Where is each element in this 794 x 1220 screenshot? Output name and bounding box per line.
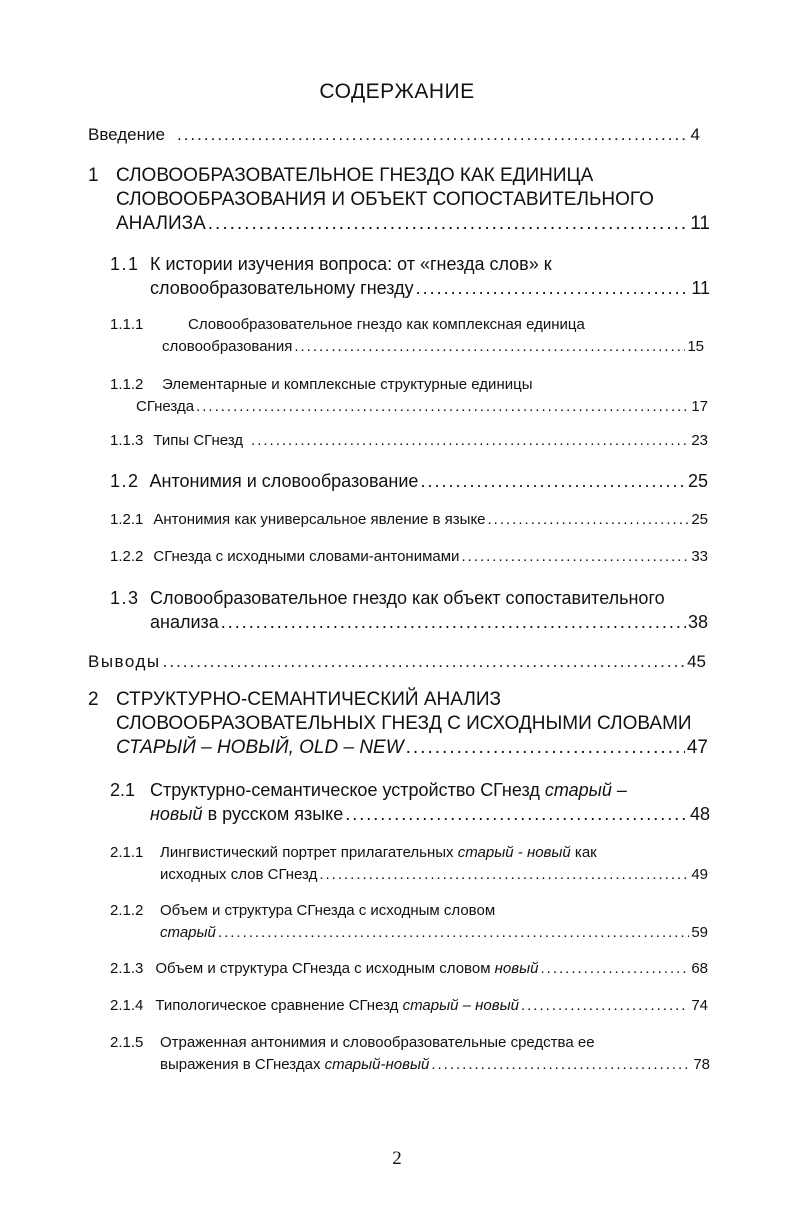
leader-dots <box>345 802 688 826</box>
page-ref: 74 <box>691 997 708 1014</box>
entry-title-italic: новый <box>494 960 539 977</box>
page-title: СОДЕРЖАНИЕ <box>319 80 475 103</box>
toc-entry-1-1-1 <box>110 314 704 358</box>
toc-entry-1-2-2 <box>110 546 708 568</box>
toc-entry-1-3 <box>110 586 708 634</box>
entry-title-line: АНАЛИЗА <box>116 213 206 234</box>
entry-number: 2.1 <box>110 780 136 800</box>
toc-entry-chapter-1 <box>88 164 710 236</box>
toc-entry-chapter-2 <box>88 688 708 760</box>
toc-entry-2-1 <box>110 778 710 826</box>
entry-title-line: К истории изучения вопроса: от «гнезда слов» к <box>150 254 552 274</box>
entry-number: 2.1.3 <box>110 960 144 977</box>
entry-title-line: СЛОВООБРАЗОВАТЕЛЬНЫХ ГНЕЗД С ИСХОДНЫМИ СЛОВАМИ <box>116 713 692 734</box>
entry-title-line: исходных слов СГнезд <box>160 866 318 883</box>
leader-dots <box>488 509 690 531</box>
entry-title-italic: старый <box>160 924 216 941</box>
entry-title-italic: старый - новый <box>457 844 571 861</box>
entry-title-line: СЛОВООБРАЗОВАТЕЛЬНОЕ ГНЕЗДО КАК ЕДИНИЦА <box>116 165 594 186</box>
entry-number: 1.1 <box>110 254 140 274</box>
entry-number: 2.1.4 <box>110 997 144 1014</box>
entry-title-line: словообразовательному гнезду <box>150 278 414 298</box>
entry-title-text: в русском языке <box>202 804 344 824</box>
entry-title-text: Типологическое сравнение СГнезд <box>155 997 403 1014</box>
page-ref: 47 <box>686 737 708 758</box>
page-ref: 4 <box>690 125 700 144</box>
entry-title-line: анализа <box>150 612 219 632</box>
entry-title-italic: старый – новый <box>402 997 519 1014</box>
toc-entry-1-1 <box>110 252 710 300</box>
leader-dots <box>294 336 685 358</box>
entry-title-line: Антонимия и словообразование <box>149 471 419 491</box>
leader-dots <box>416 276 690 300</box>
page-ref: 15 <box>687 338 704 355</box>
toc-entry-1-2 <box>110 469 708 493</box>
toc-entry-1-2-1 <box>110 509 708 531</box>
leader-dots <box>319 864 689 886</box>
entry-number: 2.1.5 <box>110 1034 144 1051</box>
entry-title-italic: старый – <box>544 780 627 800</box>
toc-entry-introduction <box>88 124 700 146</box>
page-ref: 17 <box>691 398 708 415</box>
page-ref: 33 <box>691 548 708 565</box>
page-ref: 45 <box>687 652 706 671</box>
entry-title-line: СТАРЫЙ – НОВЫЙ, OLD – NEW <box>116 737 404 758</box>
entry-number: 1.1.3 <box>110 432 144 449</box>
leader-dots <box>431 1054 691 1076</box>
entry-label: Выводы <box>88 652 161 671</box>
toc-entry-2-1-1 <box>110 842 708 886</box>
entry-title-line: СГнезда <box>136 398 195 415</box>
entry-title-line: СГнезда с исходными словами-антонимами <box>153 548 460 565</box>
entry-title-text: как <box>570 844 597 861</box>
page-ref: 11 <box>690 213 710 234</box>
leader-dots <box>420 469 686 493</box>
leader-dots <box>196 396 689 418</box>
entry-title-text: Лингвистический портрет прилагательных <box>160 844 458 861</box>
leader-dots <box>406 736 685 760</box>
page-ref: 78 <box>693 1056 710 1073</box>
leader-dots <box>251 430 689 452</box>
entry-title-italic: старый-новый <box>324 1056 430 1073</box>
leader-dots <box>163 651 685 673</box>
leader-dots <box>461 546 689 568</box>
entry-number: 2 <box>88 689 99 710</box>
entry-number: 2.1.2 <box>110 902 144 919</box>
entry-title-line: Типы СГнезд <box>153 432 244 449</box>
page-number: 2 <box>392 1148 402 1169</box>
entry-title-text: Структурно-семантическое устройство СГнезд <box>150 780 545 800</box>
toc-entry-2-1-3 <box>110 958 708 980</box>
entry-title-text: выражения в СГнездах <box>160 1056 325 1073</box>
entry-title-line: Элементарные и комплексные структурные единицы <box>162 376 533 393</box>
entry-number: 1 <box>88 165 99 186</box>
entry-title-text: Объем и структура СГнезда с исходным словом <box>155 960 495 977</box>
entry-title-line: Антонимия как универсальное явление в языке <box>153 511 486 528</box>
entry-number: 2.1.1 <box>110 844 144 861</box>
leader-dots <box>521 995 689 1017</box>
page-ref: 38 <box>687 612 708 632</box>
entry-title-line: Словообразовательное гнездо как объект сопоставительного <box>150 588 665 608</box>
toc-entry-conclusions <box>88 651 706 673</box>
leader-dots <box>540 958 689 980</box>
entry-title-line: Отраженная антонимия и словообразовательные средства ее <box>160 1034 595 1051</box>
entry-title-italic: новый <box>150 804 203 824</box>
leader-dots <box>218 922 689 944</box>
toc-entry-2-1-2 <box>110 900 708 944</box>
entry-number: 1.1.2 <box>110 376 144 393</box>
page-ref: 25 <box>687 471 708 491</box>
page-ref: 48 <box>689 804 710 824</box>
page-ref: 11 <box>691 278 710 298</box>
page-ref: 68 <box>691 960 708 977</box>
toc-entry-1-1-2 <box>110 374 708 418</box>
entry-title-line: Объем и структура СГнезда с исходным словом <box>160 902 496 919</box>
page-ref: 23 <box>691 432 708 449</box>
toc-entry-2-1-5 <box>110 1032 710 1076</box>
leader-dots <box>208 212 689 236</box>
entry-title-line: СТРУКТУРНО-СЕМАНТИЧЕСКИЙ АНАЛИЗ <box>116 689 501 710</box>
page-ref: 49 <box>691 866 708 883</box>
entry-title-line: Словообразовательное гнездо как комплексная единица <box>188 316 585 333</box>
entry-number: 1.2 <box>110 471 140 491</box>
entry-number: 1.1.1 <box>110 316 144 333</box>
toc-entry-1-1-3 <box>110 430 708 452</box>
page-ref: 59 <box>691 924 708 941</box>
leader-dots <box>177 124 689 146</box>
entry-title-line: словообразования <box>162 338 293 355</box>
entry-title-line: СЛОВООБРАЗОВАНИЯ И ОБЪЕКТ СОПОСТАВИТЕЛЬНОГО <box>116 189 654 210</box>
toc-entry-2-1-4 <box>110 995 708 1017</box>
entry-label: Введение <box>88 125 165 144</box>
page-ref: 25 <box>691 511 708 528</box>
entry-number: 1.3 <box>110 588 140 608</box>
entry-number: 1.2.2 <box>110 548 144 565</box>
entry-number: 1.2.1 <box>110 511 144 528</box>
leader-dots <box>221 610 686 634</box>
